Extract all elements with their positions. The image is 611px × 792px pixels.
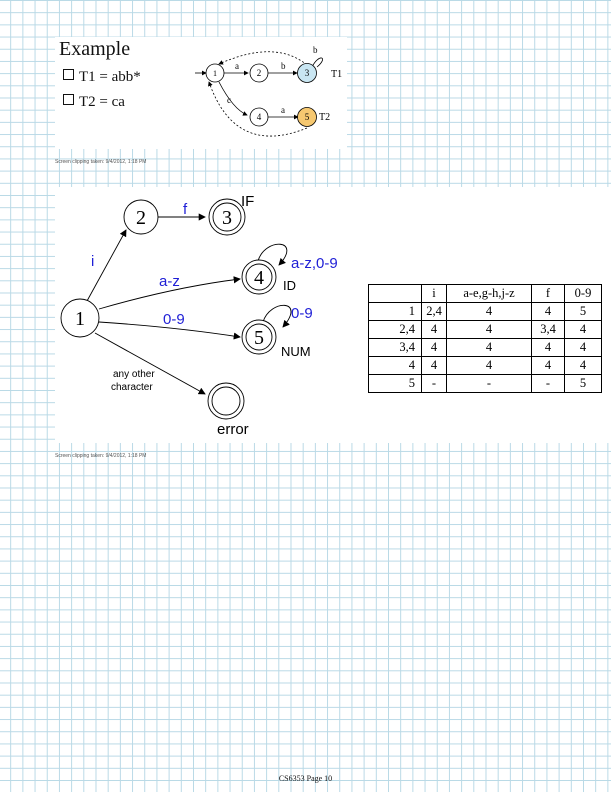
table-cell: 5 [565,303,602,321]
table-cell: - [532,375,565,393]
table-row [369,321,602,339]
example-clipping [55,37,347,149]
table-state-cell: 1 [369,303,422,321]
token-label-error: error [217,421,249,438]
table-cell: 3,4 [532,321,565,339]
dfa-node-3-label: 3 [222,207,232,229]
edge-label-az: a-z [159,273,180,290]
example-nfa-diagram [195,37,347,149]
table-cell: 4 [447,321,532,339]
dfa-clipping [55,187,611,443]
edge-label-c: c [227,95,231,105]
table-cell: 4 [565,357,602,375]
edge-label-i: i [91,253,95,270]
table-header-cell: f [532,285,565,303]
table-cell: 4 [422,357,447,375]
table-cell: 5 [565,375,602,393]
page-footer: CS6353 Page 10 [278,774,333,783]
edge-label-loop-b: b [313,45,318,55]
table-cell: 4 [532,339,565,357]
table-row [369,303,602,321]
checkbox-icon [63,94,74,105]
table-cell: 4 [447,357,532,375]
edge-label-a2: a [281,105,285,115]
edge-3-1-dotted [219,52,307,65]
table-cell: 4 [447,303,532,321]
table-cell: 4 [532,357,565,375]
any-other-label-1: any other [113,369,155,380]
clipping-caption-2: Screen clipping taken: 9/4/2012, 1:18 PM [55,453,147,459]
transition-table [368,284,602,393]
table-state-cell: 2,4 [369,321,422,339]
table-state-cell: 4 [369,357,422,375]
edge-label-num-loop: 0-9 [291,305,313,322]
node-5-label: 5 [304,112,310,122]
clipping-caption-1: Screen clipping taken: 9/4/2012, 1:18 PM [55,159,147,165]
table-state-cell: 3,4 [369,339,422,357]
node-3-label: 3 [304,68,310,78]
table-cell: - [422,375,447,393]
table-header-row [369,285,602,303]
token-label-t2: T2 [319,112,331,123]
table-cell: - [447,375,532,393]
dfa-node-error [208,383,244,419]
table-row [369,339,602,357]
table-cell: 2,4 [422,303,447,321]
table-header-cell: a-e,g-h,j-z [447,285,532,303]
example-title: Example [59,38,131,60]
table-header-cell: 0-9 [565,285,602,303]
table-cell: 4 [565,339,602,357]
edge-label-b: b [281,61,286,71]
table-header-cell: i [422,285,447,303]
dfa-node-5-label: 5 [254,327,264,349]
bullet-t1 [63,69,141,86]
token-label-if: IF [241,193,255,210]
table-header-cell [369,285,422,303]
edge-label-id-loop: a-z,0-9 [291,255,338,272]
dfa-node-1-label: 1 [75,308,85,330]
table-row [369,357,602,375]
any-other-label-2: character [111,382,153,393]
node-4-label: 4 [256,112,262,122]
node-1-label: 1 [213,69,217,78]
table-cell: 4 [565,321,602,339]
edge-1-4 [219,82,247,115]
token-label-t1: T1 [331,69,343,80]
node-2-label: 2 [256,68,262,78]
edge-label-digits: 0-9 [163,311,185,328]
token-label-num: NUM [281,344,311,359]
table-state-cell: 5 [369,375,422,393]
bullet-t2-text: T2 = ca [79,94,125,110]
token-label-id: ID [283,278,296,293]
edge-label-a1: a [235,61,239,71]
dfa-node-4-label: 4 [254,267,264,289]
table-cell: 4 [422,339,447,357]
checkbox-icon [63,69,74,80]
dfa-node-2-label: 2 [136,207,146,229]
bullet-t2 [63,94,125,111]
bullet-t1-text: T1 = abb* [79,69,141,85]
table-cell: 4 [532,303,565,321]
table-row [369,375,602,393]
table-cell: 4 [447,339,532,357]
edge-label-f: f [183,201,188,218]
dfa-diagram [55,187,365,443]
table-cell: 4 [422,321,447,339]
